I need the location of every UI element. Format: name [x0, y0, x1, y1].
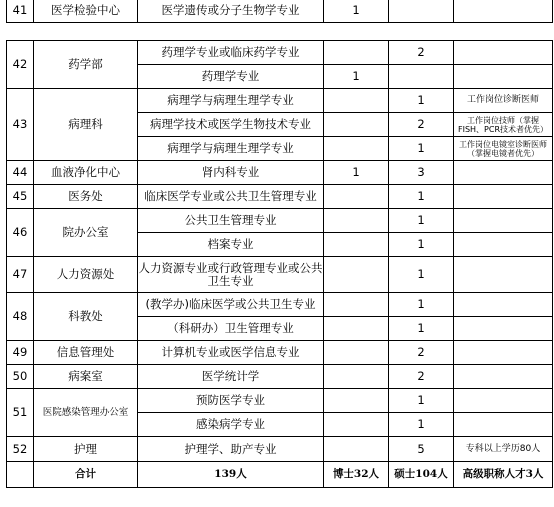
phd-count	[324, 137, 389, 161]
department: 医务处	[34, 185, 138, 209]
phd-count	[324, 209, 389, 233]
major: 病理学与病理生理学专业	[138, 89, 324, 113]
total-label: 合计	[34, 462, 138, 488]
table-row	[7, 0, 553, 23]
row-number: 51	[7, 389, 34, 437]
note: 工作岗位诊断医师	[454, 89, 553, 113]
major: 医学遗传或分子生物学专业	[138, 0, 324, 23]
department: 病案室	[34, 365, 138, 389]
master-count: 1	[389, 413, 454, 437]
note	[454, 41, 553, 65]
master-count: 3	[389, 161, 454, 185]
phd-count	[324, 341, 389, 365]
department: 医院感染管理办公室	[34, 389, 138, 437]
note	[454, 389, 553, 413]
row-number: 50	[7, 365, 34, 389]
master-count: 1	[389, 317, 454, 341]
note: 专科以上学历80人	[454, 437, 553, 462]
major: 感染病学专业	[138, 413, 324, 437]
note	[454, 341, 553, 365]
major: （科研办）卫生管理专业	[138, 317, 324, 341]
major: 病理学与病理生理学专业	[138, 137, 324, 161]
row-number: 46	[7, 209, 34, 257]
total-blank	[7, 462, 34, 488]
row-number: 48	[7, 293, 34, 341]
master-count: 1	[389, 89, 454, 113]
row-number: 43	[7, 89, 34, 161]
note: 工作岗位技师（掌握FISH、PCR技术者优先）	[454, 113, 553, 137]
master-count: 2	[389, 113, 454, 137]
row-number: 44	[7, 161, 34, 185]
department: 院办公室	[34, 209, 138, 257]
row-number: 45	[7, 185, 34, 209]
master-count: 1	[389, 209, 454, 233]
phd-count	[324, 41, 389, 65]
table-row	[7, 437, 553, 462]
master-count: 1	[389, 233, 454, 257]
note	[454, 185, 553, 209]
phd-count	[324, 233, 389, 257]
master-count: 2	[389, 41, 454, 65]
phd-count: 1	[324, 0, 389, 23]
master-count: 5	[389, 437, 454, 462]
major: 药理学专业	[138, 65, 324, 89]
total-people: 139人	[138, 462, 324, 488]
phd-count	[324, 293, 389, 317]
note	[454, 161, 553, 185]
phd-count	[324, 413, 389, 437]
row-number: 49	[7, 341, 34, 365]
phd-count	[324, 257, 389, 293]
note	[454, 293, 553, 317]
note	[454, 257, 553, 293]
major: 档案专业	[138, 233, 324, 257]
master-count: 2	[389, 341, 454, 365]
major: 护理学、助产专业	[138, 437, 324, 462]
major: 公共卫生管理专业	[138, 209, 324, 233]
row-number: 47	[7, 257, 34, 293]
total-senior: 高级职称人才3人	[454, 462, 553, 488]
phd-count: 1	[324, 161, 389, 185]
department: 护理	[34, 437, 138, 462]
department: 医学检验中心	[34, 0, 138, 23]
row-number: 41	[7, 0, 34, 23]
master-count: 1	[389, 185, 454, 209]
phd-count	[324, 317, 389, 341]
major: 预防医学专业	[138, 389, 324, 413]
note	[454, 0, 553, 23]
total-phd: 博士32人	[324, 462, 389, 488]
master-count: 2	[389, 365, 454, 389]
phd-count	[324, 365, 389, 389]
department: 人力资源处	[34, 257, 138, 293]
top-row-table	[6, 0, 553, 23]
row-number: 42	[7, 41, 34, 89]
row-number: 52	[7, 437, 34, 462]
total-master: 硕士104人	[389, 462, 454, 488]
note	[454, 317, 553, 341]
department: 病理科	[34, 89, 138, 161]
phd-count	[324, 437, 389, 462]
department: 信息管理处	[34, 341, 138, 365]
note: 工作岗位电镜室诊断医师（掌握电镜者优先）	[454, 137, 553, 161]
master-count: 1	[389, 293, 454, 317]
master-count: 1	[389, 137, 454, 161]
phd-count	[324, 89, 389, 113]
table-row	[7, 257, 553, 293]
major: 临床医学专业或公共卫生管理专业	[138, 185, 324, 209]
note	[454, 365, 553, 389]
table-row	[7, 365, 553, 389]
table-row	[7, 293, 553, 317]
major: 医学统计学	[138, 365, 324, 389]
total-row	[7, 462, 553, 488]
major: 药理学专业或临床药学专业	[138, 41, 324, 65]
table-row	[7, 41, 553, 65]
table-row	[7, 161, 553, 185]
master-count	[389, 65, 454, 89]
note	[454, 65, 553, 89]
phd-count	[324, 113, 389, 137]
department: 科教处	[34, 293, 138, 341]
table-row	[7, 341, 553, 365]
table-row	[7, 89, 553, 113]
major: 计算机专业或医学信息专业	[138, 341, 324, 365]
table-row	[7, 209, 553, 233]
note	[454, 413, 553, 437]
recruitment-table	[6, 40, 553, 488]
phd-count: 1	[324, 65, 389, 89]
major: 肾内科专业	[138, 161, 324, 185]
master-count: 1	[389, 389, 454, 413]
master-count	[389, 0, 454, 23]
phd-count	[324, 389, 389, 413]
department: 血液净化中心	[34, 161, 138, 185]
phd-count	[324, 185, 389, 209]
major: 病理学技术或医学生物技术专业	[138, 113, 324, 137]
note	[454, 209, 553, 233]
major: (教学办)临床医学或公共卫生专业	[138, 293, 324, 317]
note	[454, 233, 553, 257]
table-row	[7, 389, 553, 413]
major: 人力资源专业或行政管理专业或公共卫生专业	[138, 257, 324, 293]
department: 药学部	[34, 41, 138, 89]
master-count: 1	[389, 257, 454, 293]
table-row	[7, 185, 553, 209]
